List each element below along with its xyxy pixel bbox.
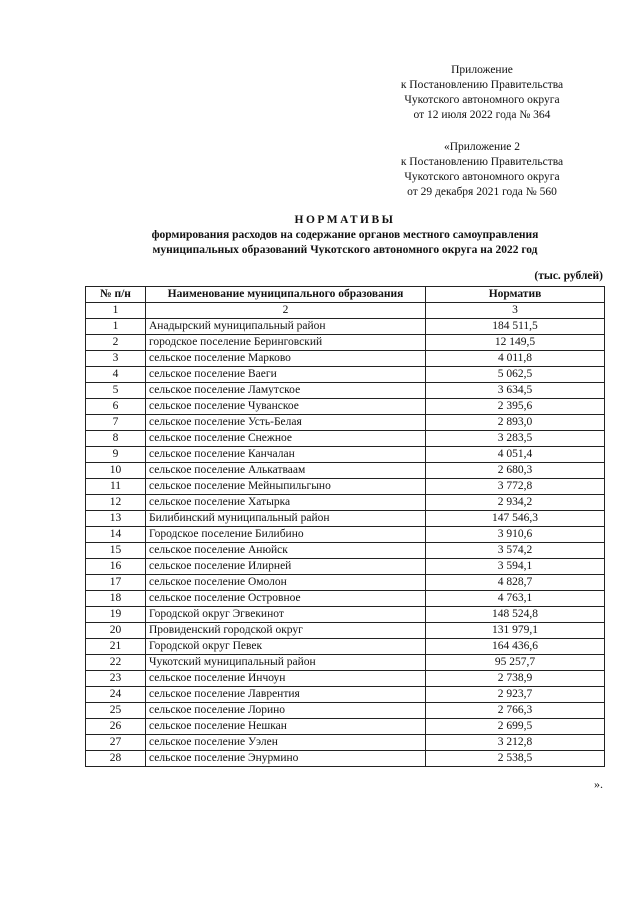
document-subtitle-line2: муниципальных образований Чукотского автономного округа на 2022 год (152, 244, 538, 256)
appendix-line: к Постановлению Правительства (400, 79, 564, 91)
table-row (86, 655, 605, 671)
row-number: 6 (86, 399, 146, 415)
row-number: 2 (86, 335, 146, 351)
appendix-header (384, 63, 580, 123)
municipality-name: Анадырский муниципальный район (146, 319, 426, 335)
norm-value: 3 634,5 (426, 383, 605, 399)
appendix-line: от 12 июля 2022 года № 364 (413, 109, 551, 121)
norm-value: 2 934,2 (426, 495, 605, 511)
municipality-name: сельское поселение Мейныпильгыно (146, 479, 426, 495)
municipality-name: сельское поселение Ваеги (146, 367, 426, 383)
municipality-name: сельское поселение Энурмино (146, 751, 426, 767)
table-row (86, 495, 605, 511)
row-number: 18 (86, 591, 146, 607)
appendix-line: Чукотского автономного округа (404, 94, 560, 106)
row-number: 14 (86, 527, 146, 543)
norms-table (85, 286, 605, 767)
table-row (86, 479, 605, 495)
norm-value: 4 763,1 (426, 591, 605, 607)
closing-quote: ». (594, 777, 603, 791)
norm-value: 3 212,8 (426, 735, 605, 751)
row-number: 8 (86, 431, 146, 447)
row-number: 22 (86, 655, 146, 671)
table-row (86, 735, 605, 751)
municipality-name: городское поселение Беринговский (146, 335, 426, 351)
norm-value: 95 257,7 (426, 655, 605, 671)
municipality-name: сельское поселение Ламутское (146, 383, 426, 399)
document-subtitle-line1: формирования расходов на содержание органов местного самоуправления (151, 229, 539, 241)
header-norm: Норматив (426, 287, 605, 303)
norm-value: 2 893,0 (426, 415, 605, 431)
norm-value: 3 910,6 (426, 527, 605, 543)
units-label: (тыс. рублей) (534, 270, 603, 282)
row-number: 9 (86, 447, 146, 463)
table-row (86, 671, 605, 687)
table-row (86, 415, 605, 431)
table-row (86, 383, 605, 399)
header-number: № п/н (86, 287, 146, 303)
table-row (86, 543, 605, 559)
norm-value: 4 011,8 (426, 351, 605, 367)
table-row (86, 511, 605, 527)
row-number: 10 (86, 463, 146, 479)
municipality-name: Городской округ Певек (146, 639, 426, 655)
row-number: 26 (86, 719, 146, 735)
row-number: 3 (86, 351, 146, 367)
norm-value: 3 772,8 (426, 479, 605, 495)
municipality-name: сельское поселение Марково (146, 351, 426, 367)
municipality-name: сельское поселение Анюйск (146, 543, 426, 559)
row-number: 21 (86, 639, 146, 655)
table-row (86, 623, 605, 639)
row-number: 15 (86, 543, 146, 559)
norm-value: 2 766,3 (426, 703, 605, 719)
appendix-line: «Приложение 2 (443, 141, 521, 153)
table-row (86, 687, 605, 703)
table-row (86, 559, 605, 575)
table-row (86, 463, 605, 479)
table-row (86, 319, 605, 335)
table-row (86, 751, 605, 767)
row-number: 7 (86, 415, 146, 431)
table-row (86, 399, 605, 415)
row-number: 12 (86, 495, 146, 511)
municipality-name: сельское поселение Лорино (146, 703, 426, 719)
row-number: 1 (86, 319, 146, 335)
table-row (86, 719, 605, 735)
norm-value: 147 546,3 (426, 511, 605, 527)
norm-value: 4 828,7 (426, 575, 605, 591)
norm-value: 3 574,2 (426, 543, 605, 559)
norm-value: 184 511,5 (426, 319, 605, 335)
row-number: 27 (86, 735, 146, 751)
norm-value: 2 699,5 (426, 719, 605, 735)
row-number: 23 (86, 671, 146, 687)
row-number: 28 (86, 751, 146, 767)
table-body (86, 319, 605, 767)
municipality-name: Билибинский муниципальный район (146, 511, 426, 527)
column-number: 1 (86, 303, 146, 319)
municipality-name: сельское поселение Снежное (146, 431, 426, 447)
municipality-name: сельское поселение Островное (146, 591, 426, 607)
column-number-row (86, 303, 605, 319)
municipality-name: сельское поселение Хатырка (146, 495, 426, 511)
column-number: 3 (426, 303, 605, 319)
row-number: 17 (86, 575, 146, 591)
table-row (86, 703, 605, 719)
municipality-name: сельское поселение Нешкан (146, 719, 426, 735)
municipality-name: сельское поселение Инчоун (146, 671, 426, 687)
municipality-name: сельское поселение Усть-Белая (146, 415, 426, 431)
table-row (86, 575, 605, 591)
row-number: 5 (86, 383, 146, 399)
table-row (86, 335, 605, 351)
table-row (86, 351, 605, 367)
row-number: 24 (86, 687, 146, 703)
table-row (86, 447, 605, 463)
norm-value: 148 524,8 (426, 607, 605, 623)
row-number: 11 (86, 479, 146, 495)
row-number: 4 (86, 367, 146, 383)
municipality-name: Провиденский городской округ (146, 623, 426, 639)
norm-value: 2 738,9 (426, 671, 605, 687)
municipality-name: Городское поселение Билибино (146, 527, 426, 543)
municipality-name: Чукотский муниципальный район (146, 655, 426, 671)
appendix-line: к Постановлению Правительства (400, 156, 564, 168)
norm-value: 3 594,1 (426, 559, 605, 575)
appendix-line: Чукотского автономного округа (404, 171, 560, 183)
norm-value: 2 395,6 (426, 399, 605, 415)
municipality-name: сельское поселение Канчалан (146, 447, 426, 463)
table-row (86, 431, 605, 447)
header-name: Наименование муниципального образования (146, 287, 426, 303)
norm-value: 3 283,5 (426, 431, 605, 447)
norm-value: 2 680,3 (426, 463, 605, 479)
row-number: 13 (86, 511, 146, 527)
municipality-name: сельское поселение Омолон (146, 575, 426, 591)
table-row (86, 367, 605, 383)
municipality-name: сельское поселение Лаврентия (146, 687, 426, 703)
appendix-line: Приложение (451, 64, 513, 76)
municipality-name: сельское поселение Уэлен (146, 735, 426, 751)
row-number: 25 (86, 703, 146, 719)
norm-value: 164 436,6 (426, 639, 605, 655)
norm-value: 5 062,5 (426, 367, 605, 383)
municipality-name: сельское поселение Алькатваам (146, 463, 426, 479)
table-header-row (86, 287, 605, 303)
municipality-name: сельское поселение Чуванское (146, 399, 426, 415)
row-number: 20 (86, 623, 146, 639)
column-number: 2 (146, 303, 426, 319)
norm-value: 2 923,7 (426, 687, 605, 703)
row-number: 16 (86, 559, 146, 575)
norm-value: 12 149,5 (426, 335, 605, 351)
appendix-line: от 29 декабря 2021 года № 560 (407, 186, 557, 198)
norm-value: 131 979,1 (426, 623, 605, 639)
municipality-name: сельское поселение Илирней (146, 559, 426, 575)
norm-value: 4 051,4 (426, 447, 605, 463)
table-row (86, 591, 605, 607)
norm-value: 2 538,5 (426, 751, 605, 767)
appendix-2-header (384, 140, 580, 200)
table-row (86, 527, 605, 543)
municipality-name: Городской округ Эгвекинот (146, 607, 426, 623)
table-row (86, 607, 605, 623)
table-row (86, 639, 605, 655)
document-title: НОРМАТИВЫ (294, 214, 396, 226)
row-number: 19 (86, 607, 146, 623)
